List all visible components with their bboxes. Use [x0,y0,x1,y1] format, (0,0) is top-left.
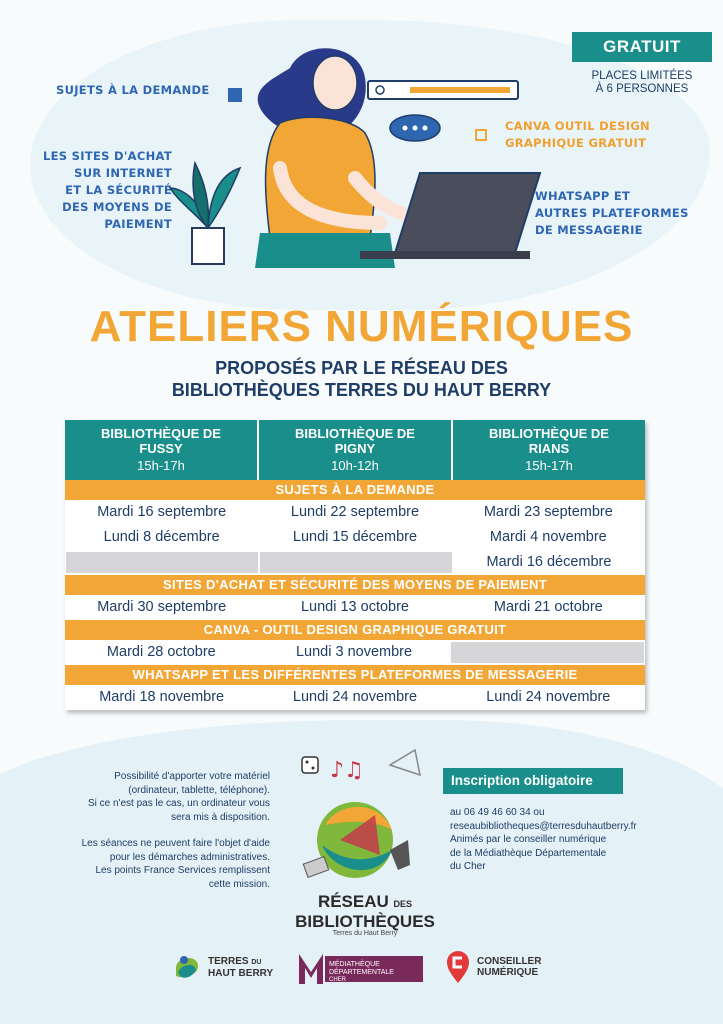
equipment-note: Possibilité d'apporter votre matériel (ordinateur, tablette, téléphone). Si ce n'est pas le cas, un ordinateur vous sera mis à disposition. [87,771,270,823]
table-cell: Lundi 15 décembre [292,529,418,545]
table-cell: Mardi 18 novembre [99,689,225,705]
table-cell: Lundi 13 octobre [300,599,409,615]
section-achat: SITES D'ACHAT ET SÉCURITÉ DES MOYENS DE PAIEMENT [65,575,645,595]
reseau-logo-title: RÉSEAU DES BIBLIOTHÈQUES [295,892,435,931]
table-cell: Mardi 16 septembre [97,504,227,520]
header-pigny: BIBLIOTHÈQUE DE PIGNY 10h-12h [259,420,453,480]
topic-canva-label: CANVA OUTIL DESIGN GRAPHIQUE GRATUIT [505,119,650,150]
free-badge: GRATUIT [572,32,712,62]
decor-square-outline-icon [476,130,486,140]
plant-icon [170,163,240,264]
woman-laptop-illustration [150,38,550,268]
decor-square-icon [228,88,242,102]
limited-places-note: PLACES LIMITÉES À 6 PERSONNES [591,70,693,95]
contact-info: au 06 49 46 60 34 ou reseaubibliotheques@terresduhautberry.fr Animés par le conseiller numérique de la Médiathèque Départementale du Cher [450,806,710,874]
face [313,56,357,110]
chess-piece-icon [390,840,410,870]
table-cell: Lundi 3 novembre [295,644,413,660]
table-row [65,525,645,550]
table-header [65,420,645,480]
contact-email: reseaubibliotheques@terresduhautberry.fr [450,820,637,832]
admin-note: Les séances ne peuvent faire l'objet d'aide pour les démarches administratives. Les points France Services remplissent cette mission. [81,838,270,890]
table-row [65,500,645,525]
table-cell: Mardi 21 octobre [493,599,603,615]
pants [255,233,395,268]
contact-phone: au 06 49 46 60 34 ou [450,807,545,818]
table-cell-empty [451,642,644,663]
dice-icon [302,757,318,773]
browser-bar-icon [368,81,518,99]
topic-on-demand-label: SUJETS À LA DEMANDE [56,83,210,97]
table-cell-empty [260,552,452,573]
table-cell: Lundi 8 décembre [103,529,220,545]
schedule-table [65,420,645,710]
table-row [65,595,645,620]
conseiller-numerique-logo: CONSEILLER NUMÉRIQUE [445,950,541,984]
terres-haut-berry-logo: TERRES DU HAUT BERRY [172,950,273,984]
table-cell: Mardi 28 octobre [106,644,216,660]
section-sujets: SUJETS À LA DEMANDE [65,480,645,500]
section-canva: CANVA - OUTIL DESIGN GRAPHIQUE GRATUIT [65,620,645,640]
svg-text:MÉDIATHÈQUE: MÉDIATHÈQUE [329,961,380,968]
table-cell: Mardi 4 novembre [489,529,607,545]
mediatheque-cher-logo [297,950,427,986]
table-row [65,550,645,575]
svg-text:DÉPARTEMENTALE: DÉPARTEMENTALE [329,969,394,976]
reseau-logo-subtitle: Terres du Haut Berry [332,930,398,937]
table-cell: Mardi 16 décembre [486,554,612,570]
page-title: ATELIERS NUMÉRIQUES [89,302,634,351]
location-pin-icon [445,950,471,984]
header-rians: BIBLIOTHÈQUE DE RIANS 15h-17h [489,426,609,473]
table-row [65,640,645,665]
topic-whatsapp-label: WHATSAPP ET AUTRES PLATEFORMES DE MESSAGERIE [535,189,689,237]
mediatheque-logo-icon [297,950,427,986]
info-text [70,770,270,904]
table-cell: Lundi 24 novembre [486,689,611,705]
table-cell: Lundi 22 septembre [290,504,420,520]
chat-bubble-icon [390,115,440,141]
table-cell: Mardi 30 septembre [97,599,227,615]
table-cell: Lundi 24 novembre [292,689,418,705]
table-row [65,685,645,710]
section-whatsapp: WHATSAPP ET LES DIFFÉRENTES PLATEFORMES DE MESSAGERIE [65,665,645,685]
page-subtitle: PROPOSÉS PAR LE RÉSEAU DES BIBLIOTHÈQUES TERRES DU HAUT BERRY [171,358,552,400]
svg-text:CHER: CHER [329,977,347,983]
header-fussy: BIBLIOTHÈQUE DE FUSSY 15h-17h [65,420,259,480]
music-note-icon: ♪♫ [330,758,364,783]
table-cell-empty [66,552,258,573]
topic-online-shopping-label: LES SITES D'ACHAT SUR INTERNET ET LA SÉCURITÉ DES MOYENS DE PAIEMENT [43,149,172,231]
table-cell: Mardi 23 septembre [483,504,613,520]
registration-banner: Inscription obligatoire [443,768,623,794]
terres-logo-icon [172,950,202,984]
